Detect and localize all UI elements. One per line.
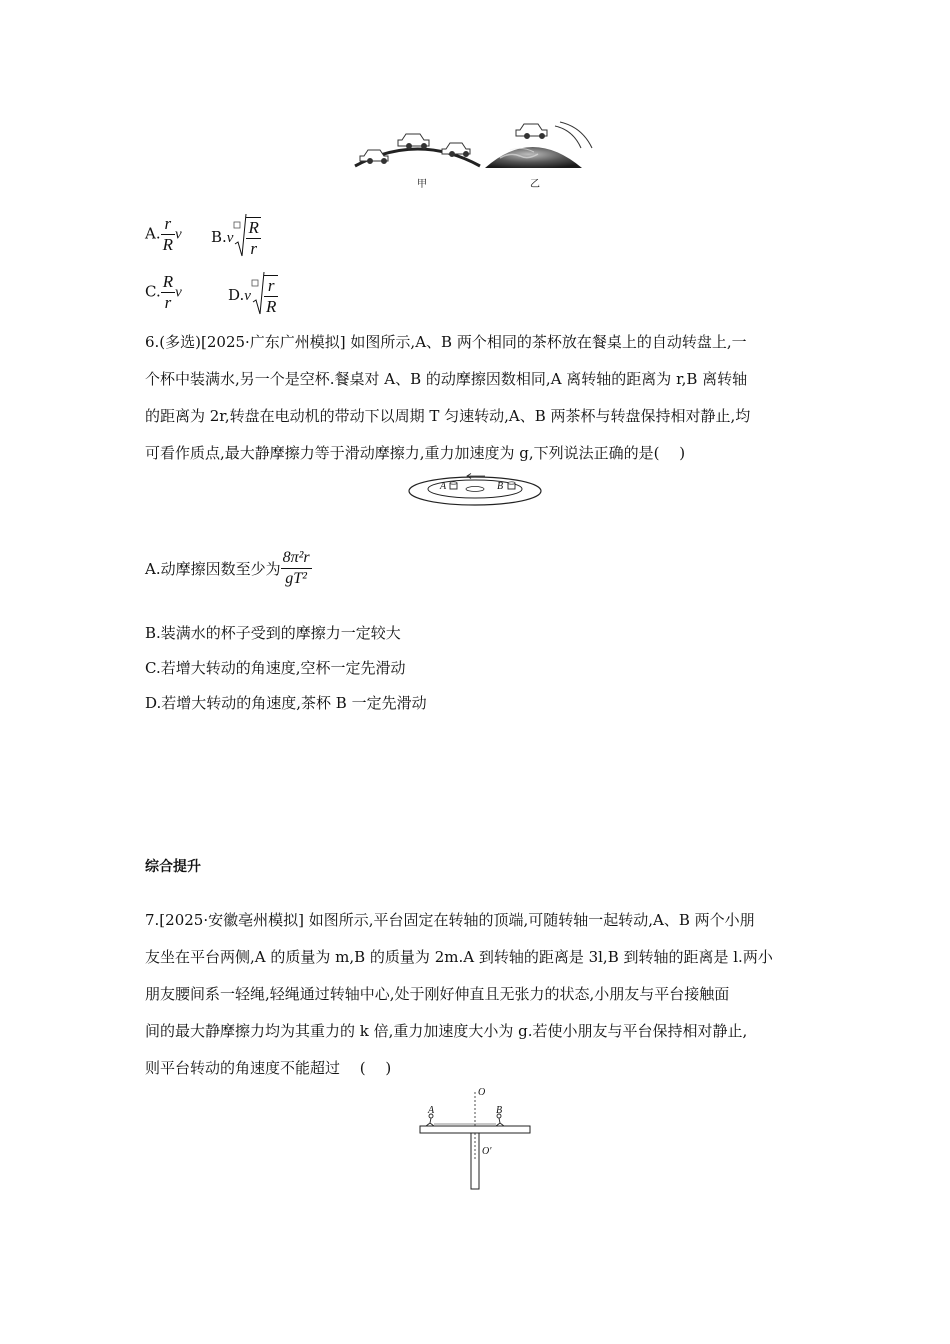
fraction: $\frac{r}{R}$ xyxy=(265,276,277,316)
figure-cars-on-road xyxy=(350,118,605,190)
q7-line-1: 7.[2025·安徽亳州模拟] 如图所示,平台固定在转轴的顶端,可随转轴一起转动,A、B 两个小朋 xyxy=(145,911,755,929)
q6-option-a: A.动摩擦因数至少为 $\frac{\text{8π²r}}{\text{gT²}}$ xyxy=(145,549,310,587)
car-icon xyxy=(360,150,388,164)
q5-option-b: B.v $\frac{R}{r}$ xyxy=(211,214,261,262)
q7-line-3: 朋友腰间系一轻绳,轻绳通过转轴中心,处于刚好伸直且无张力的状态,小朋友与平台接触面 xyxy=(145,985,730,1003)
sqrt-icon xyxy=(233,214,247,262)
rotation-arrow xyxy=(467,474,485,479)
caption-jia: 甲 xyxy=(417,179,427,190)
q6-line-3: 的距离为 2r,转盘在电动机的带动下以周期 T 匀速转动,A、B 两茶杯与转盘保持相对静止,均 xyxy=(145,407,751,425)
platform xyxy=(420,1126,530,1133)
q6-line-1: 6.(多选)[2025·广东广州模拟] 如图所示,A、B 两个相同的茶杯放在餐桌上的自动转盘上,一 xyxy=(145,333,747,351)
label-o: O xyxy=(478,1087,486,1098)
fraction: $\frac{R}{r}$ xyxy=(248,218,259,258)
caption-yi: 乙 xyxy=(530,179,540,190)
q6-line-4: 可看作质点,最大静摩擦力等于滑动摩擦力,重力加速度为 g,下列说法正确的是( ) xyxy=(145,444,686,462)
q6-option-d: D.若增大转动的角速度,茶杯 B 一定先滑动 xyxy=(145,694,427,712)
q5-option-c: C. $\frac{R}{r}$ v xyxy=(145,272,182,312)
q7-line-2: 友坐在平台两侧,A 的质量为 m,B 的质量为 2m.A 到转轴的距离是 3l,B 到转轴的距离是 l.两小 xyxy=(145,948,773,966)
label-cup-a: A xyxy=(440,481,447,492)
q6-option-b: B.装满水的杯子受到的摩擦力一定较大 xyxy=(145,624,401,642)
fraction: $\frac{\text{8π²r}}{\text{gT²}}$ xyxy=(282,549,310,587)
earth-globe xyxy=(485,147,582,168)
q5-option-d: D.v $\frac{r}{R}$ xyxy=(228,272,278,320)
q5-option-a: A. $\frac{r}{R}$ v xyxy=(145,214,182,254)
section-heading: 综合提升 xyxy=(145,859,201,875)
q7-line-4: 间的最大静摩擦力均为其重力的 k 倍,重力加速度大小为 g.若使小朋友与平台保持相对静止, xyxy=(145,1022,748,1040)
q6-option-c: C.若增大转动的角速度,空杯一定先滑动 xyxy=(145,659,406,677)
turntable-center xyxy=(466,487,484,492)
q7-line-5: 则平台转动的角速度不能超过 ( ) xyxy=(145,1059,392,1077)
label-cup-b: B xyxy=(497,481,504,492)
label-child-b: B xyxy=(496,1105,503,1116)
label-child-a: A xyxy=(428,1105,435,1116)
q6-line-2: 个杯中装满水,另一个是空杯.餐桌对 A、B 的动摩擦因数相同,A 离转轴的距离为 r,B 离转轴 xyxy=(145,370,748,388)
fraction: $\frac{R}{r}$ xyxy=(162,272,174,312)
car-icon xyxy=(516,124,547,139)
car-icon xyxy=(398,134,429,149)
fraction: $\frac{r}{R}$ xyxy=(162,214,173,254)
figure-rotating-platform xyxy=(415,1088,535,1192)
car-icon xyxy=(442,143,470,157)
figure-turntable xyxy=(405,472,545,508)
sqrt-icon xyxy=(251,272,265,320)
cup-a-icon xyxy=(450,482,457,489)
label-o-prime: O′ xyxy=(482,1146,492,1157)
speed-lines xyxy=(555,122,592,148)
cup-b-icon xyxy=(508,482,515,489)
